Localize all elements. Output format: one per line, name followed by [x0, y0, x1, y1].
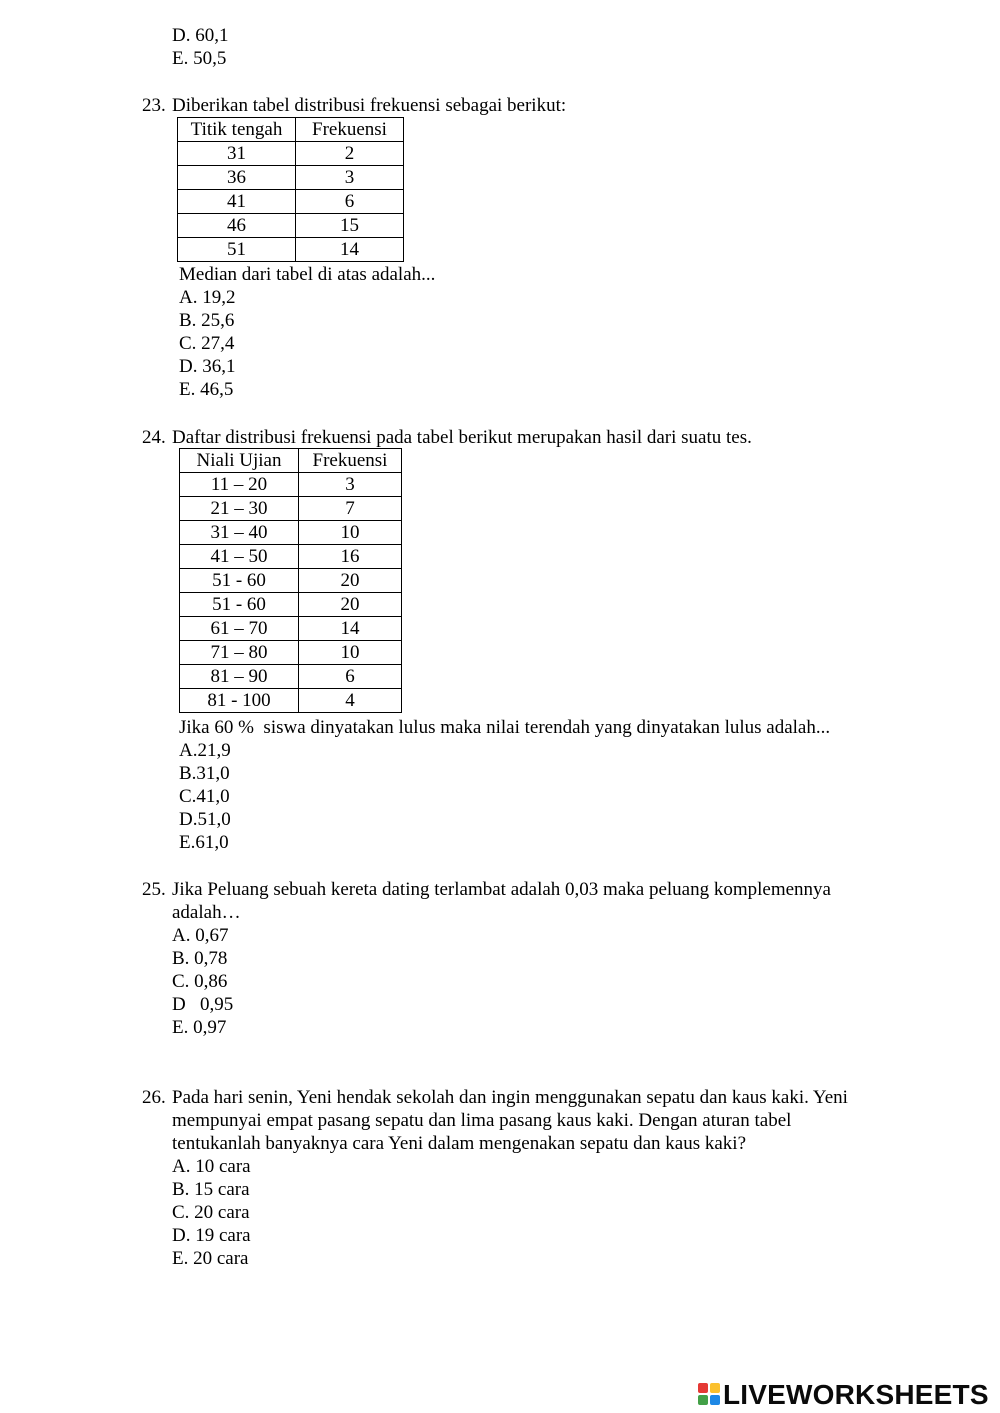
table-row	[180, 665, 402, 689]
table-cell: 41	[178, 190, 296, 214]
question-prompt-line: adalah…	[172, 902, 241, 923]
question-prompt-line: Jika Peluang sebuah kereta dating terlambat adalah 0,03 maka peluang komplemennya	[172, 879, 831, 900]
option-d[interactable]: D. 60,1	[172, 25, 229, 46]
table-row	[180, 641, 402, 665]
table-header-row	[180, 449, 402, 473]
table-cell: 21 – 30	[180, 497, 299, 521]
table-cell: 14	[299, 617, 402, 641]
table-header-row	[178, 118, 404, 142]
table-cell: 11 – 20	[180, 473, 299, 497]
table-row	[180, 473, 402, 497]
option-c[interactable]: C.41,0	[179, 786, 230, 807]
option-b[interactable]: B. 0,78	[172, 948, 228, 969]
question-prompt-line: mempunyai empat pasang sepatu dan lima pasang kaus kaki. Dengan aturan tabel	[172, 1110, 792, 1131]
table-row	[178, 166, 404, 190]
table-cell: 7	[299, 497, 402, 521]
table-cell: 51 - 60	[180, 569, 299, 593]
table-row	[178, 238, 404, 262]
table-cell: 20	[299, 593, 402, 617]
option-a[interactable]: A. 10 cara	[172, 1156, 251, 1177]
question-number: 24.	[142, 427, 166, 448]
table-cell: 16	[299, 545, 402, 569]
question-prompt-line: Pada hari senin, Yeni hendak sekolah dan ingin menggunakan sepatu dan kaus kaki. Yeni	[172, 1087, 848, 1108]
question-prompt: Daftar distribusi frekuensi pada tabel berikut merupakan hasil dari suatu tes.	[172, 427, 752, 448]
frequency-table	[179, 448, 402, 713]
option-a[interactable]: A.21,9	[179, 740, 231, 761]
table-cell: 10	[299, 641, 402, 665]
table-row	[180, 617, 402, 641]
watermark-text: LIVEWORKSHEETS	[723, 1378, 989, 1410]
table-cell: 46	[178, 214, 296, 238]
table-row	[180, 569, 402, 593]
option-d[interactable]: D. 19 cara	[172, 1225, 251, 1246]
question-number: 26.	[142, 1087, 166, 1108]
table-cell: 51 - 60	[180, 593, 299, 617]
option-e[interactable]: E. 46,5	[179, 379, 234, 400]
option-d[interactable]: D 0,95	[172, 994, 234, 1015]
table-cell: 31 – 40	[180, 521, 299, 545]
table-cell: 2	[296, 142, 404, 166]
question-number: 25.	[142, 879, 166, 900]
table-cell: 71 – 80	[180, 641, 299, 665]
table-cell: 10	[299, 521, 402, 545]
liveworksheets-logo-icon	[698, 1383, 720, 1405]
column-header: Niali Ujian	[180, 449, 299, 473]
option-d[interactable]: D.51,0	[179, 809, 231, 830]
table-cell: 6	[296, 190, 404, 214]
option-e[interactable]: E.61,0	[179, 832, 229, 853]
table-cell: 3	[299, 473, 402, 497]
question-number: 23.	[142, 95, 166, 116]
question-prompt: Diberikan tabel distribusi frekuensi sebagai berikut:	[172, 95, 567, 116]
option-c[interactable]: C. 20 cara	[172, 1202, 250, 1223]
option-d[interactable]: D. 36,1	[179, 356, 236, 377]
table-cell: 14	[296, 238, 404, 262]
option-a[interactable]: A. 0,67	[172, 925, 229, 946]
table-cell: 81 - 100	[180, 689, 299, 713]
table-row	[180, 521, 402, 545]
column-header: Frekuensi	[299, 449, 402, 473]
table-cell: 20	[299, 569, 402, 593]
table-cell: 3	[296, 166, 404, 190]
question-text: Jika 60 % siswa dinyatakan lulus maka nilai terendah yang dinyatakan lulus adalah...	[179, 717, 831, 738]
option-e[interactable]: E. 50,5	[172, 48, 227, 69]
table-cell: 4	[299, 689, 402, 713]
frequency-table	[177, 117, 404, 262]
table-cell: 51	[178, 238, 296, 262]
question-prompt-line: tentukanlah banyaknya cara Yeni dalam mengenakan sepatu dan kaus kaki?	[172, 1133, 747, 1154]
table-cell: 41 – 50	[180, 545, 299, 569]
option-a[interactable]: A. 19,2	[179, 287, 236, 308]
table-row	[178, 214, 404, 238]
table-cell: 31	[178, 142, 296, 166]
option-e[interactable]: E. 20 cara	[172, 1248, 249, 1269]
table-cell: 81 – 90	[180, 665, 299, 689]
table-cell: 61 – 70	[180, 617, 299, 641]
table-cell: 15	[296, 214, 404, 238]
table-row	[180, 689, 402, 713]
column-header: Titik tengah	[178, 118, 296, 142]
table-row	[178, 190, 404, 214]
column-header: Frekuensi	[296, 118, 404, 142]
option-e[interactable]: E. 0,97	[172, 1017, 227, 1038]
option-c[interactable]: C. 0,86	[172, 971, 228, 992]
table-row	[180, 545, 402, 569]
option-b[interactable]: B.31,0	[179, 763, 230, 784]
table-row	[180, 593, 402, 617]
table-cell: 36	[178, 166, 296, 190]
table-row	[178, 142, 404, 166]
table-cell: 6	[299, 665, 402, 689]
question-text: Median dari tabel di atas adalah...	[179, 264, 436, 285]
option-c[interactable]: C. 27,4	[179, 333, 235, 354]
liveworksheets-watermark	[698, 1377, 989, 1411]
option-b[interactable]: B. 15 cara	[172, 1179, 250, 1200]
table-row	[180, 497, 402, 521]
option-b[interactable]: B. 25,6	[179, 310, 235, 331]
